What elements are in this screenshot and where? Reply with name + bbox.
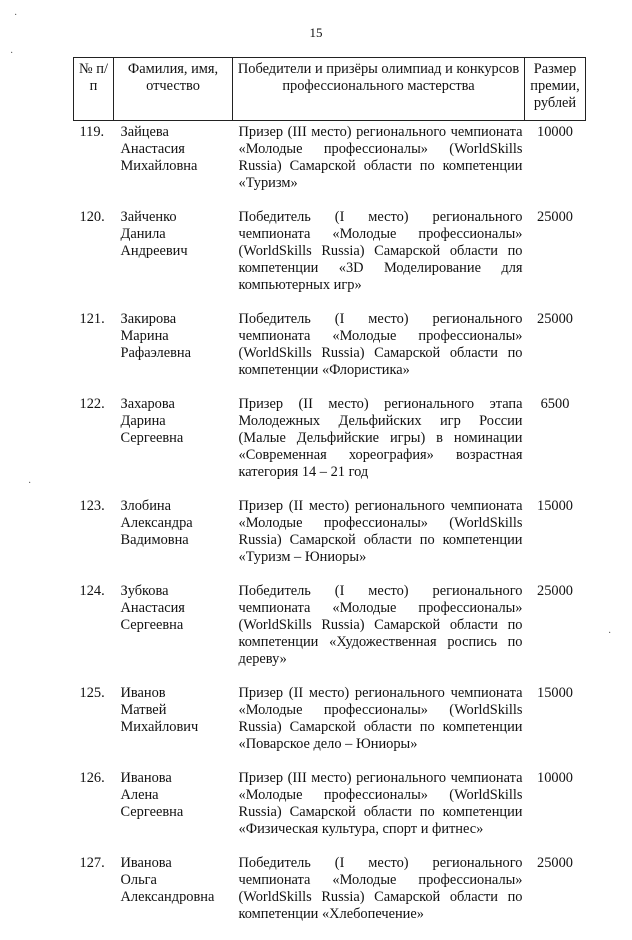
- patronymic: Александровна: [120, 889, 215, 905]
- full-name: [114, 396, 233, 498]
- full-name: [114, 209, 233, 311]
- prize-amount: 10000: [537, 770, 573, 786]
- first-name: Марина: [120, 328, 169, 344]
- scan-speck: ·: [14, 10, 18, 21]
- row-number: 122.: [79, 396, 105, 412]
- header-prize-amount: Размер премии, рублей: [525, 58, 586, 121]
- patronymic: Рафаэлевна: [120, 345, 191, 361]
- surname: Иванова: [120, 770, 172, 786]
- header-number: № п/п: [74, 58, 114, 121]
- achievement-description: Призер (II место) регионального этапа Молодежных Дельфийских игр России (Малые Дельфийские игры) в номинации «Современная хореография» возрастная категория 14 – 21 год: [238, 396, 523, 480]
- first-name: Анастасия: [120, 600, 185, 616]
- achievement-description: Победитель (I место) регионального чемпионата «Молодые профессионалы» (WorldSkills Russia) Самарской области по компетенции «Хлебопечение»: [238, 855, 523, 922]
- first-name: Алена: [120, 787, 159, 803]
- prize-amount: 15000: [537, 685, 573, 701]
- row-number: 126.: [79, 770, 105, 786]
- prize-amount: 6500: [540, 396, 570, 412]
- full-name: [114, 498, 233, 583]
- row-number: 120.: [79, 209, 105, 225]
- achievement-description: Призер (III место) регионального чемпионата «Молодые профессионалы» (WorldSkills Russia) Самарской области по компетенции «Туризм»: [238, 124, 523, 191]
- surname: Захарова: [120, 396, 175, 412]
- prize-amount: 25000: [537, 583, 573, 599]
- row-number: 127.: [79, 855, 105, 871]
- row-number: 119.: [79, 124, 105, 140]
- patronymic: Вадимовна: [120, 532, 189, 548]
- surname: Зубкова: [120, 583, 169, 599]
- first-name: Анастасия: [120, 141, 185, 157]
- table-row: [74, 396, 586, 498]
- achievement-description: Победитель (I место) регионального чемпионата «Молодые профессионалы» (WorldSkills Russia) Самарской области по компетенции «Флористика»: [238, 311, 523, 378]
- prize-amount: 25000: [537, 209, 573, 225]
- achievement-description: Победитель (I место) регионального чемпионата «Молодые профессионалы» (WorldSkills Russia) Самарской области по компетенции «3D Моделирование для компьютерных игр»: [238, 209, 523, 293]
- surname: Зайченко: [120, 209, 177, 225]
- page-number: 15: [309, 25, 323, 40]
- header-achievement: Победители и призёры олимпиад и конкурсов профессионального мастерства: [233, 58, 525, 121]
- prize-amount: 10000: [537, 124, 573, 140]
- table-row: [74, 311, 586, 396]
- full-name: [114, 583, 233, 685]
- patronymic: Андреевич: [120, 243, 188, 259]
- prize-amount: 25000: [537, 311, 573, 327]
- surname: Зайцева: [120, 124, 169, 140]
- patronymic: Сергеевна: [120, 804, 184, 820]
- first-name: Дарина: [120, 413, 166, 429]
- surname: Закирова: [120, 311, 177, 327]
- full-name: [114, 311, 233, 396]
- scan-speck: ·: [608, 628, 612, 639]
- row-number: 121.: [79, 311, 105, 327]
- table-row: [74, 685, 586, 770]
- row-number: 124.: [79, 583, 105, 599]
- full-name: [114, 770, 233, 855]
- awards-table: [73, 57, 586, 940]
- full-name: [114, 855, 233, 940]
- row-number: 125.: [79, 685, 105, 701]
- achievement-description: Призер (II место) регионального чемпионата «Молодые профессионалы» (WorldSkills Russia) Самарской области по компетенции «Туризм – Юниоры»: [238, 498, 523, 565]
- table-row: [74, 583, 586, 685]
- header-full-name: Фамилия, имя, отчество: [114, 58, 233, 121]
- table-header-row: [74, 58, 586, 121]
- first-name: Матвей: [120, 702, 167, 718]
- patronymic: Сергеевна: [120, 617, 184, 633]
- surname: Злобина: [120, 498, 172, 514]
- patronymic: Сергеевна: [120, 430, 184, 446]
- first-name: Ольга: [120, 872, 157, 888]
- scan-speck: ·: [28, 478, 32, 489]
- prize-amount: 25000: [537, 855, 573, 871]
- scan-speck: ·: [10, 48, 14, 59]
- first-name: Александра: [120, 515, 193, 531]
- achievement-description: Призер (III место) регионального чемпионата «Молодые профессионалы» (WorldSkills Russia) Самарской области по компетенции «Физическая культура, спорт и фитнес»: [238, 770, 523, 837]
- full-name: [114, 121, 233, 210]
- patronymic: Михайловна: [120, 158, 198, 174]
- surname: Иванов: [120, 685, 166, 701]
- full-name: [114, 685, 233, 770]
- row-number: 123.: [79, 498, 105, 514]
- surname: Иванова: [120, 855, 172, 871]
- table-row: [74, 770, 586, 855]
- table-row: [74, 498, 586, 583]
- patronymic: Михайлович: [120, 719, 199, 735]
- achievement-description: Призер (II место) регионального чемпионата «Молодые профессионалы» (WorldSkills Russia) Самарской области по компетенции «Поварское дело – Юниоры»: [238, 685, 523, 752]
- achievement-description: Победитель (I место) регионального чемпионата «Молодые профессионалы» (WorldSkills Russia) Самарской области по компетенции «Художественная роспись по дереву»: [238, 583, 523, 667]
- table-row: [74, 121, 586, 210]
- table-row: [74, 209, 586, 311]
- table-row: [74, 855, 586, 940]
- first-name: Данила: [120, 226, 166, 242]
- prize-amount: 15000: [537, 498, 573, 514]
